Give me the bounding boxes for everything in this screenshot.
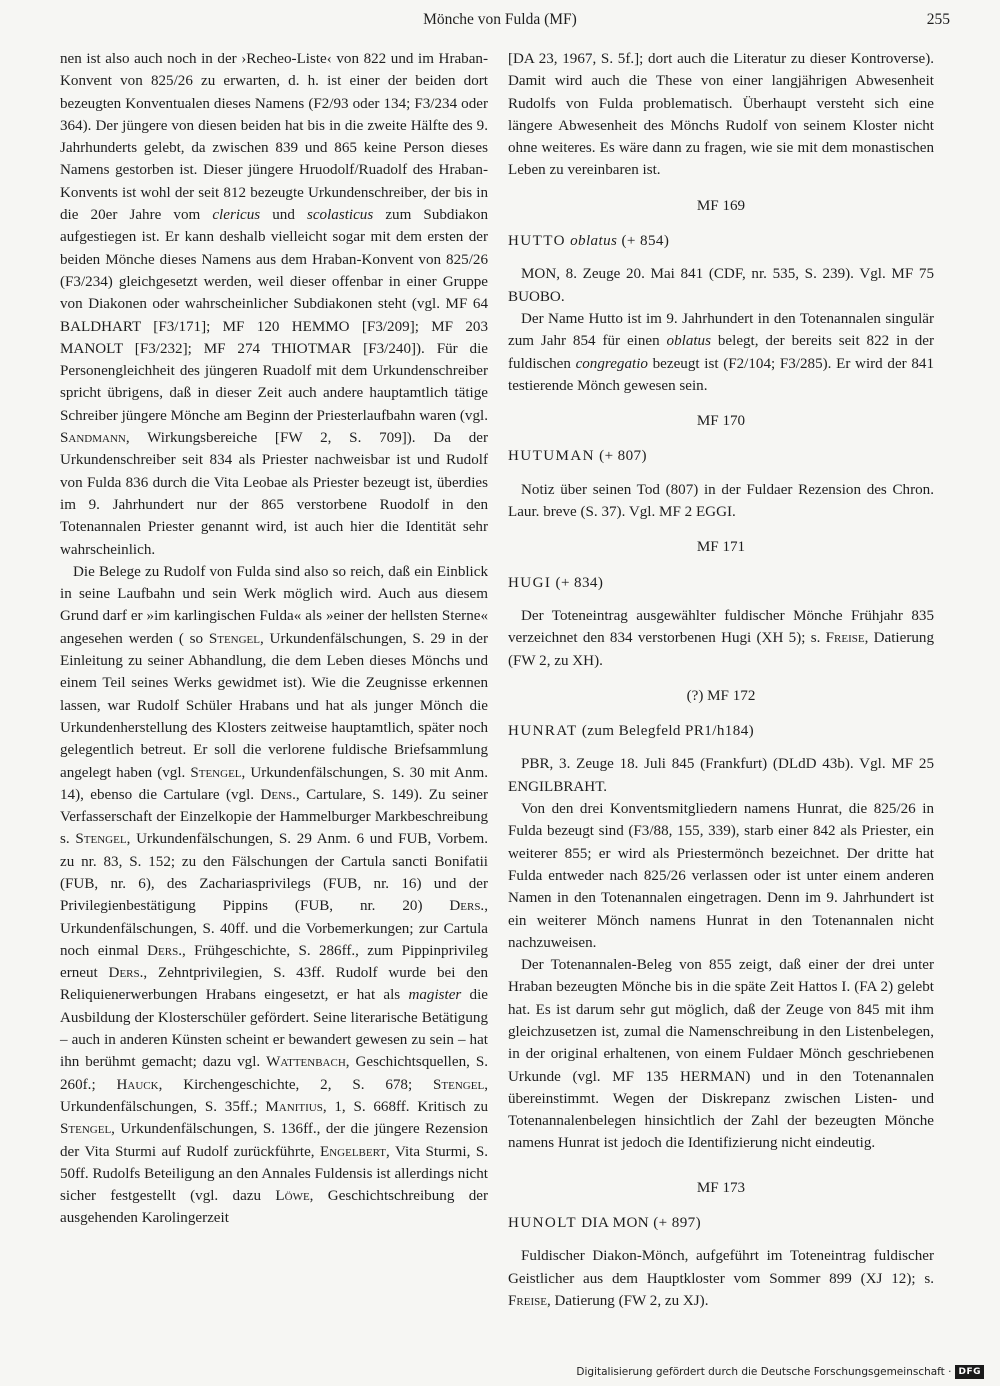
entry-paragraph: Fuldischer Diakon-Mönch, aufgeführt im Toteneintrag fuldischer Geistlicher aus dem Hauptkloster vom Sommer 899 (XJ 12); s. Freise, Datierung (FW 2, zu XJ). <box>508 1248 934 1309</box>
entry-paragraph: Der Totenannalen-Beleg von 855 zeigt, daß einer der drei unter Hraban bezeugten Mönche bis in die späte Zeit Hattos I. (FA 2) gelebt hat. Es ist darum sehr gut möglich, daß der Zeuge von 845 mit ihm gleichzusetzen ist, zumal die Namenschreibung in den Listenbelegen, in der original erhaltenen, von einem Fuldaer Mönch geschriebenen Urkunde (vgl. MF 135 HERMAN) und in den Totenannalen übereinstimmt. Wegen der Diskrepanz zwischen Listen- und Totenannalenbelegen hinsichtlich der Zahl der bezeugten Mönche namens Hunrat ist jedoch die Identifizierung nicht eindeutig. <box>508 957 934 1152</box>
entry-paragraph: PBR, 3. Zeuge 18. Juli 845 (Frankfurt) (DLdD 43b). Vgl. MF 25 ENGILBRAHT. <box>508 756 934 795</box>
entry-number: MF 169 <box>696 197 746 214</box>
digitization-credit <box>560 1361 984 1383</box>
body-paragraph: [DA 23, 1967, S. 5f.]; dort auch die Literatur zu dieser Kontroverse). Damit wird auch die These von einer langjährigen Abwesenheit Rudolfs von Fulda problematisch. Überhaupt versteht sich eine längere Abwesenheit des Mönchs Rudolf von seinem Kloster nicht ohne weiteres. Es wäre dann zu fragen, wie sie mit dem monastischen Leben zu vereinbaren ist. <box>508 51 934 179</box>
entry-heading: HUGI (+ 834) <box>508 574 604 591</box>
entry-paragraph: MON, 8. Zeuge 20. Mai 841 (CDF, nr. 535, S. 239). Vgl. MF 75 BUOBO. <box>508 266 934 305</box>
entry-number: MF 170 <box>696 413 746 430</box>
right-column <box>508 48 934 1312</box>
entry-number: (?) MF 172 <box>686 687 756 704</box>
dfg-logo: DFG <box>955 1365 984 1379</box>
left-column <box>60 48 488 1230</box>
entry-heading: HUTUMAN (+ 807) <box>508 448 647 465</box>
body-paragraph: Die Belege zu Rudolf von Fulda sind also so reich, daß ein Einblick in seine Laufbahn und sein Werk möglich wird. Auch aus diesem Grund darf er »im karlingischen Fulda« als »einer der hellsten Sterne« angesehen werden ( so Stengel, Urkundenfälschungen, S. 29 in der Einleitung zu seiner Abhandlung, die dem Leben dieses Mönchs und einem Teil seines Werks gewidmet ist). Wie die Zeugnisse erkennen lassen, war Rudolf Schüler Hrabans und hat als junger Mönch die Urkundenherstellung des Klosters zeitweise hauptamtlich, später noch gelegentlich betreut. Er soll die verlorene fuldische Briefsammlung angelegt haben (vgl. Stengel, Urkundenfälschungen, S. 30 mit Anm. 14), ebenso die Cartulare (vgl. Dens., Cartulare, S. 149). Zu seiner Verfasserschaft der Einzelkopie der Hammelburger Markbeschreibung s. Stengel, Urkundenfälschungen, S. 29 Anm. 6 und FUB, Vorbem. zu nr. 83, S. 152; zu den Fälschungen der Cartula sancti Bonifatii (FUB, nr. 6), des Zachariasprivilegs (FUB, nr. 16) und der Privilegienbestätigung Pippins (FUB, nr. 20) Ders., Urkundenfälschungen, S. 40ff. und die Vorbemerkungen; zur Cartula noch einmal Ders., Frühgeschichte, S. 286ff., zum Pippinprivileg erneut Ders., Zehntprivilegien, S. 43ff. Rudolf wurde bei den Reliquienerwerbungen Hrabans eingesetzt, er hat als magister die Ausbildung der Klosterschüler gefördert. Seine literarische Betätigung – auch in anderen Künsten scheint er bewandert gewesen zu sein – hat ihn berühmt gemacht; dazu vgl. Wattenbach, Geschichtsquellen, S. 260f.; Hauck, Kirchengeschichte, 2, S. 678; Stengel, Urkundenfälschungen, S. 35ff.; Manitius, 1, S. 668ff. Kritisch zu Stengel, Urkundenfälschungen, S. 136ff., der die jüngere Rezension der Vita Sturmi auf Rudolf zurückführte, Engelbert, Vita Sturmi, S. 50ff. Rudolfs Beteiligung an den Annales Fuldensis ist allerdings nicht sicher festgestellt (vgl. dazu Löwe, Geschichtschreibung der ausgehenden Karolingerzeit <box>60 563 489 1227</box>
credit-text: Digitalisierung gefördert durch die Deutsche Forschungsgemeinschaft · <box>576 1366 952 1378</box>
page-number: 255 <box>926 11 950 28</box>
entry-paragraph: Notiz über seinen Tod (807) in der Fuldaer Rezension des Chron. Laur. breve (S. 37). Vgl. MF 2 EGGI. <box>508 481 934 521</box>
entry-heading: HUTTO oblatus (+ 854) <box>508 233 670 250</box>
entry-paragraph: Der Name Hutto ist im 9. Jahrhundert in den Totenannalen singulär zum Jahr 854 für einen oblatus belegt, der bereits seit 822 in der fuldischen congregatio bezeugt ist (F2/104; F3/285). Er wird der 841 testierende Mönch gewesen sein. <box>508 310 934 394</box>
entry-heading: HUNRAT (zum Belegfeld PR1/h184) <box>508 723 755 740</box>
entry-number: MF 173 <box>696 1179 746 1196</box>
entry-heading: HUNOLT DIA MON (+ 897) <box>508 1215 702 1232</box>
body-paragraph: nen ist also auch noch in der ›Recheo-Liste‹ von 822 und im Hraban-Konvent von 825/26 zu erwarten, d. h. ist einer der beiden dort bezeugten Konventualen dieses Namens (F2/93 oder 134; F3/234 oder 364). Der jüngere von diesen beiden hat bis in die zweite Hälfte des 9. Jahrhunderts gelebt, da zwischen 839 und 865 keine Person dieses Namens gestorben ist. Dieser jüngere Hruodolf/Ruadolf des Hraban-Konvents ist wohl der seit 812 bezeugte Urkundenschreiber, der bis in die 20er Jahre vom clericus und scolasticus zum Subdiakon aufgestiegen ist. Er kann deshalb vielleicht sogar mit dem ersten der beiden Mönche dieses Namens aus dem Hraban-Konvent von 825/26 (F3/234) gleichgesetzt werden, weil dieser offenbar in einer Gruppe von Diakonen oder wahrscheinlicher Subdiakonen steht (vgl. MF 64 BALDHART [F3/171]; MF 120 HEMMO [F3/209]; MF 203 MANOLT [F3/232]; MF 274 THIOTMAR [F3/240]). Für die Personengleichheit des jüngeren Ruadolf mit dem Urkundenschreiber spricht übrigens, daß in dieser Zeit auch andere hauptamtlich tätige Schreiber jüngere Mönche am Beginn der Priesterlaufbahn waren (vgl. Sandmann, Wirkungsbereiche [FW 2, S. 709]). Da der Urkundenschreiber seit 834 als Priester nachweisbar ist und Rudolf von Fulda 836 durch die Vita Leobae als Priester bezeugt ist, überdies im 9. Jahrhundert nur der 865 verstorbene Ruodolf in den Totenannalen Priester genannt wird, ist auch hier die Identität sehr wahrscheinlich. <box>60 51 488 558</box>
entry-number: MF 171 <box>696 539 746 556</box>
entry-paragraph: Der Toteneintrag ausgewählter fuldischer Mönche Frühjahr 835 verzeichnet den 834 verstorbenen Hugi (XH 5); s. Freise, Datierung (FW 2, zu XH). <box>508 607 934 669</box>
running-head-title: Mönche von Fulda (MF) <box>423 11 577 28</box>
entry-paragraph: Von den drei Konventsmitgliedern namens Hunrat, die 825/26 in Fulda bezeugt sind (F3/88, 155, 339), starb einer 842 als Priester, ein weiterer 855; er wird als Priestermönch bezeichnet. Der dritte hat Fulda entweder nach 825/26 verlassen oder ist unter einem anderen Namen in den Totenannalen eingetragen. Denn im 9. Jahrhundert ist ein weiterer Mönch namens Hunrat in den Totenannalen nicht nachzuweisen. <box>508 801 934 951</box>
